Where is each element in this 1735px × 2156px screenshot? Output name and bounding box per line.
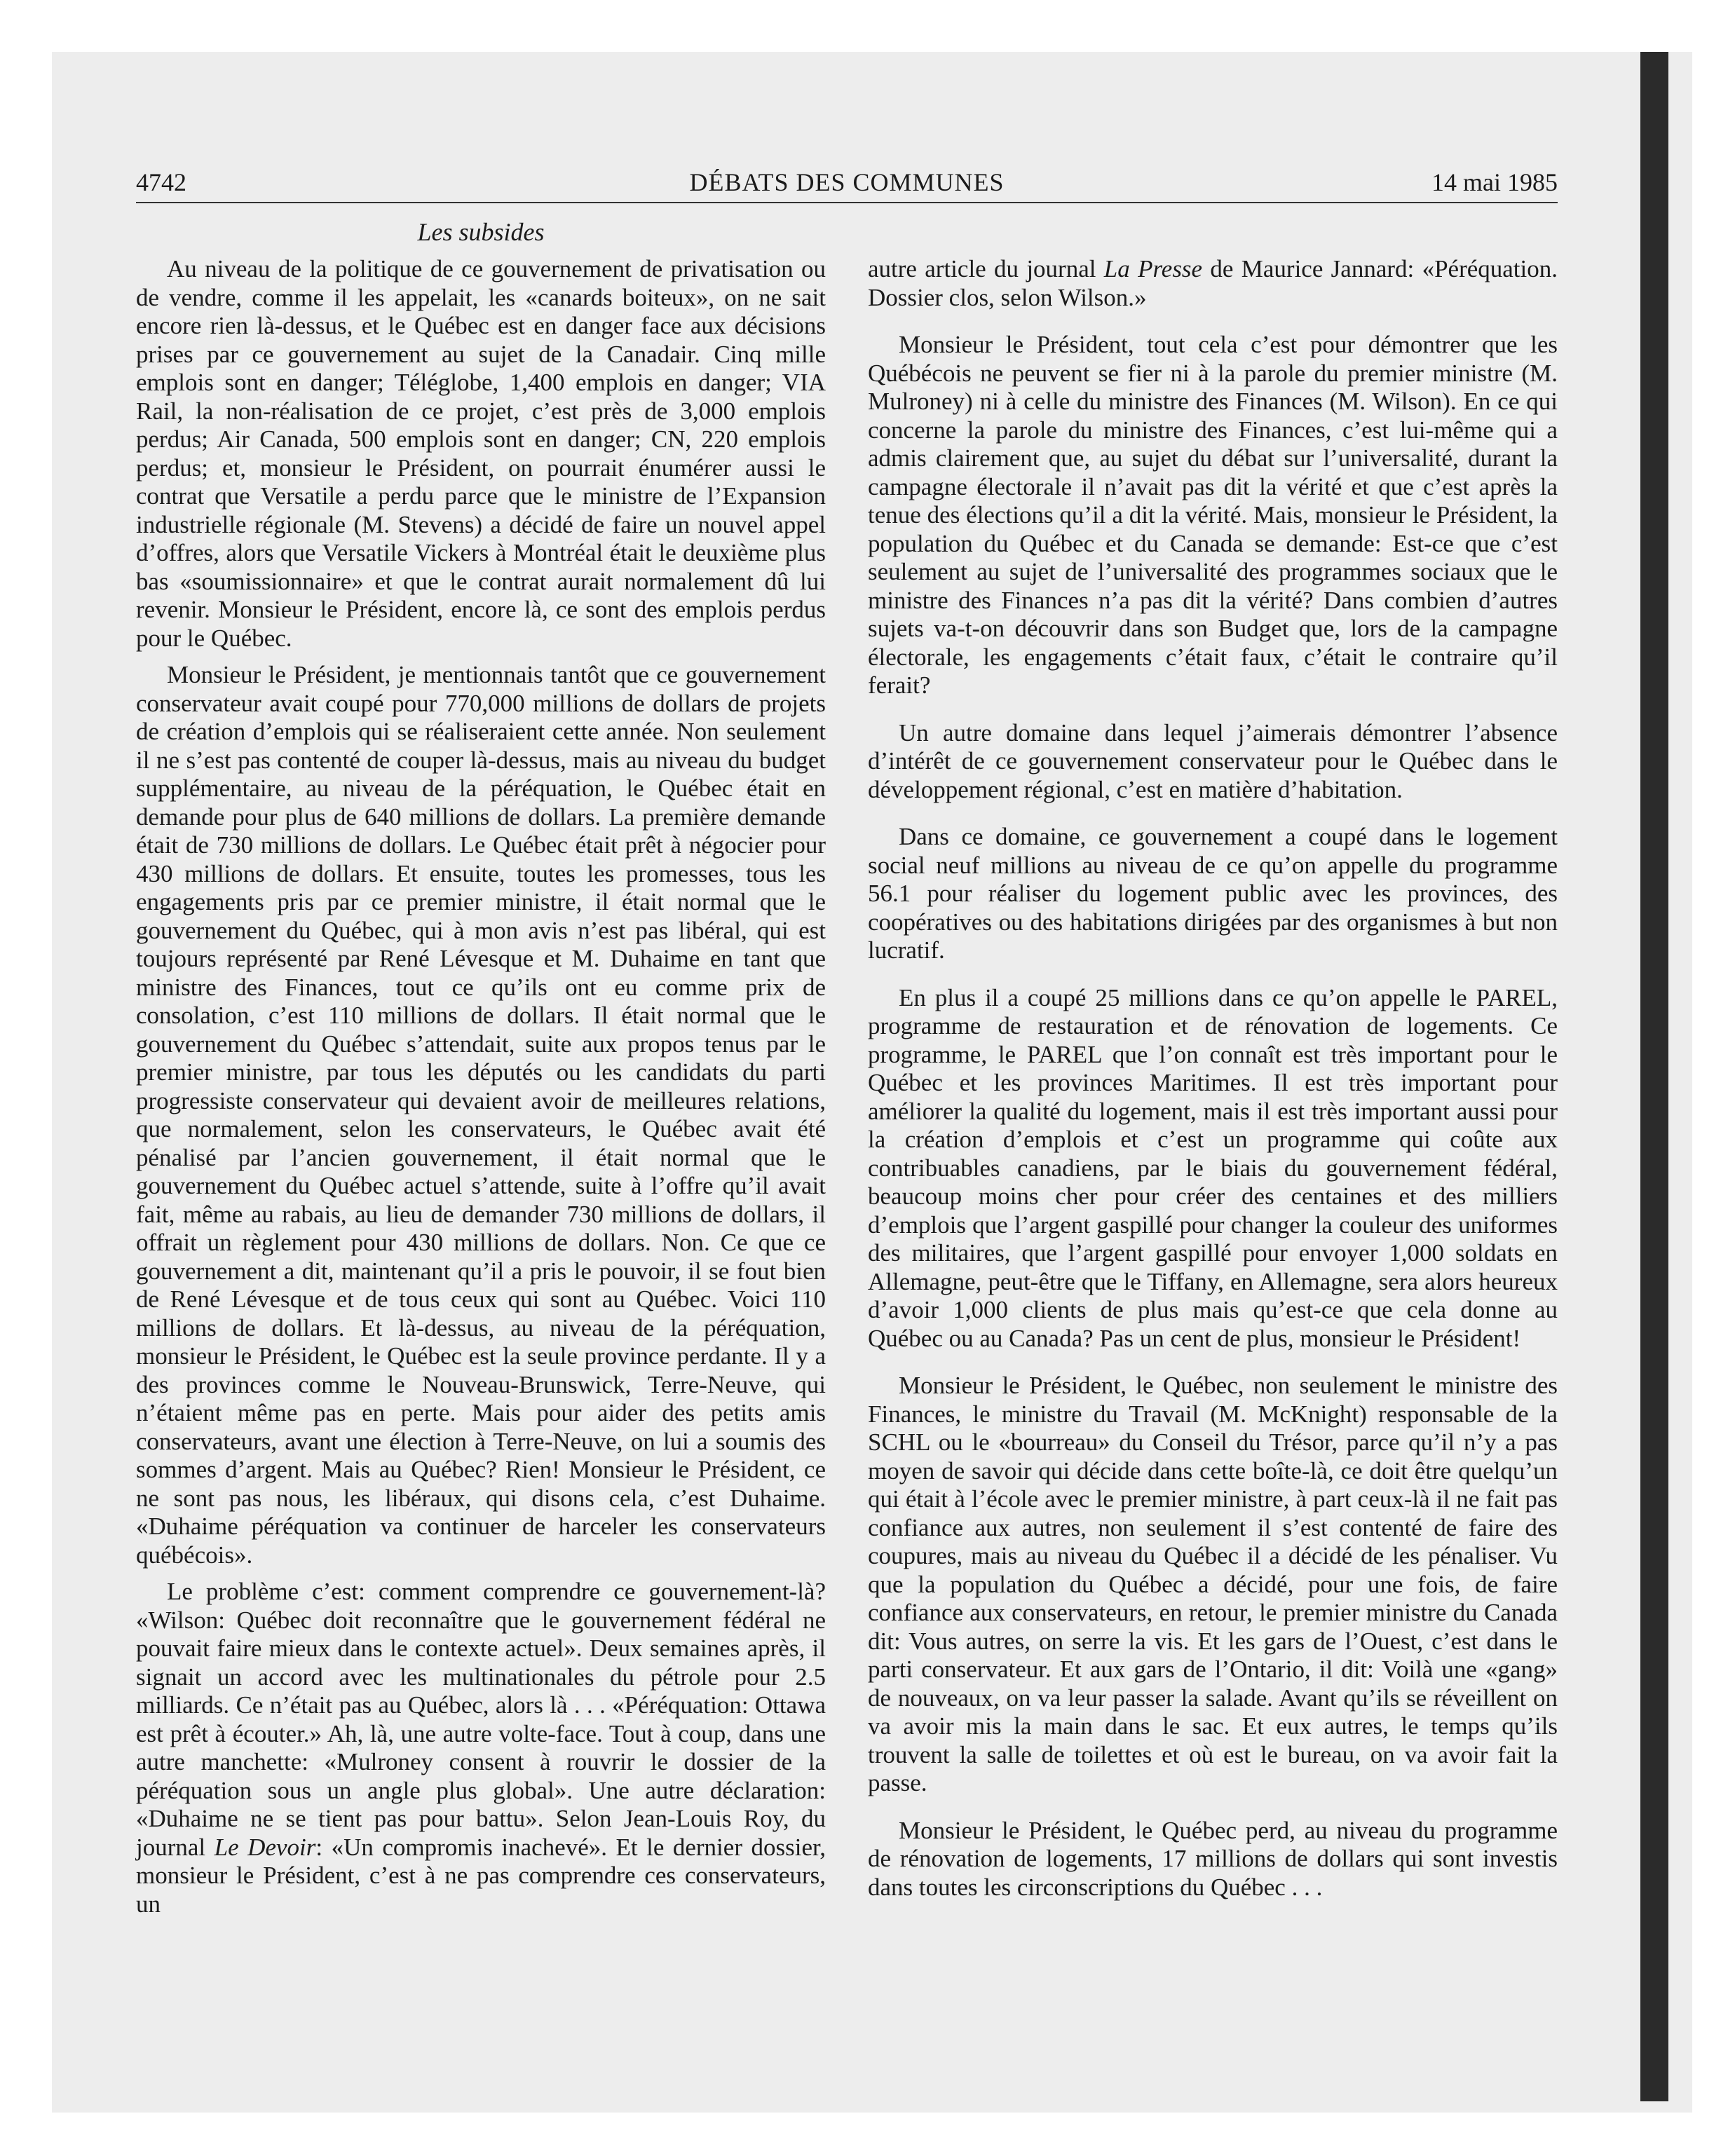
paragraph: Dans ce domaine, ce gouvernement a coupé dans le logement social neuf millions au niveau de ce qu’on appelle du programme 56.1 pour réaliser du logement public avec les provinces, des coopératives ou des habitations dirigées par des organismes à but non lucratif. [868,823,1558,964]
header-rule [136,202,1558,203]
page-number: 4742 [136,168,186,196]
page-header [136,165,1558,199]
paragraph: Le problème c’est: comment comprendre ce gouvernement-là? «Wilson: Québec doit reconnaître que le gouvernement fédéral ne pouvait faire mieux dans le contexte actuel». Deux semaines après, il signait un accord avec les multinationales du pétrole pour 2.5 milliards. Ce n’était pas au Québec, alors là . . . «Péréquation: Ottawa est prêt à écouter.» Ah, là, une autre volte-face. Tout à coup, dans une autre manchette: «Mulroney consent à rouvrir le dossier de la péréquation sous un angle plus global». Une autre déclaration: «Duhaime ne se tient pas pour battu». Selon Jean-Louis Roy, du journal Le Devoir: «Un compromis inachevé». Et le dernier dossier, monsieur le Président, c’est à ne pas comprendre ces conservateurs, un [136,1578,826,1918]
newspaper-title: Le Devoir [214,1833,316,1861]
left-column [136,255,826,1927]
publication-title: DÉBATS DES COMMUNES [689,168,1005,196]
paragraph: Monsieur le Président, tout cela c’est pour démontrer que les Québécois ne peuvent se fier ni à la parole du premier ministre (M. Mulroney) ni à celle du ministre des Finances (M. Wilson). En ce qui concerne la parole du ministre des Finances, c’est lui-même qui a admis clairement que, au sujet du débat sur l’universalité, durant la campagne électorale il n’avait pas dit la vérité et que c’est après la tenue des élections qu’il a dit la vérité. Mais, monsieur le Président, la population du Québec et du Canada se demande: Est-ce que c’est seulement au sujet de l’universalité des programmes sociaux que le ministre des Finances n’a pas dit la vérité? Dans combien d’autres sujets va-t-on découvrir dans son Budget que, lors de la campagne électorale, les engagements c’était faux, c’était le contraire qu’il ferait? [868,331,1558,699]
paragraph: Au niveau de la politique de ce gouvernement de privatisation ou de vendre, comme il les appelait, les «canards boiteux», on ne sait encore rien là-dessus, et le Québec est en danger face aux décisions prises par ce gouvernement au sujet de la Canadair. Cinq mille emplois sont en danger; Téléglobe, 1,400 emplois en danger; VIA Rail, la non-réalisation de ce projet, c’est près de 3,000 emplois perdus; Air Canada, 500 emplois sont en danger; CN, 220 emplois perdus; et, monsieur le Président, on pourrait énumérer aussi le contrat que Versatile a perdu parce que le ministre de l’Expansion industrielle régionale (M. Stevens) a décidé de faire un nouvel appel d’offres, alors que Versatile Vickers à Montréal était le deuxième plus bas «soumissionnaire» et que le contrat aurait normalement dû lui revenir. Monsieur le Président, encore là, ce sont des emplois perdus pour le Québec. [136,255,826,652]
right-column [868,255,1558,1920]
paragraph: Monsieur le Président, je mentionnais tantôt que ce gouvernement conservateur avait coupé pour 770,000 millions de dollars de projets de création d’emplois qui se réaliseraient cette année. Non seulement il ne s’est pas contenté de couper là-dessus, mais au niveau du budget supplémentaire, au niveau de la péréquation, le Québec était en demande pour plus de 640 millions de dollars. La première demande était de 730 millions de dollars. Le Québec était prêt à négocier pour 430 millions de dollars. Et ensuite, toutes les promesses, tous les engagements pris par ce premier ministre, il était normal que le gouvernement du Québec, qui à mon avis n’est pas libéral, qui est toujours représenté par René Lévesque et M. Duhaime en tant que ministre des Finances, tout ce qu’ils ont eu comme prix de consolation, c’est 110 millions de dollars. Il était normal que le gouvernement du Québec s’attendait, suite aux propos tenus par le premier ministre, par tous les députés ou les candidats du parti progressiste conservateur qui devaient avoir de meilleures relations, que normalement, selon les conservateurs, le Québec avait été pénalisé par l’ancien gouvernement, il était normal que le gouvernement du Québec actuel s’attende, suite à l’offre qu’il avait fait, même au rabais, au lieu de demander 730 millions de dollars, il offrait un règlement pour 430 millions de dollars. Non. Ce que ce gouvernement a dit, maintenant qu’il a pris le pouvoir, il se fout bien de René Lévesque et de tous ceux qui sont au Québec. Voici 110 millions de dollars. Et là-dessus, au niveau de la péréquation, monsieur le Président, le Québec est la seule province perdante. Il y a des provinces comme le Nouveau-Brunswick, Terre-Neuve, qui n’étaient même pas en perte. Mais pour aider des petits amis conservateurs, avant une élection à Terre-Neuve, on lui a soumis des sommes d’argent. Mais au Québec? Rien! Monsieur le Président, ce ne sont pas nous, les libéraux, qui disons cela, c’est Duhaime. «Duhaime péréquation va continuer de harceler les conservateurs québécois». [136,661,826,1569]
paragraph: Un autre domaine dans lequel j’aimerais démontrer l’absence d’intérêt de ce gouvernement conservateur pour le Québec dans le développement régional, c’est en matière d’habitation. [868,718,1558,803]
paragraph: Monsieur le Président, le Québec perd, au niveau du programme de rénovation de logements, 17 millions de dollars qui sont investis dans toutes les circonscriptions du Québec . . . [868,1816,1558,1901]
paragraph: autre article du journal La Presse de Maurice Jannard: «Péréquation. Dossier clos, selon Wilson.» [868,255,1558,311]
scan-edge [1640,52,1668,2101]
paragraph: Monsieur le Président, le Québec, non seulement le ministre des Finances, le ministre du Travail (M. McKnight) responsable de la SCHL ou le «bourreau» du Conseil du Trésor, parce qu’il n’y a pas moyen de savoir qui décide dans cette boîte-là, ce doit être quelqu’un qui était à l’école avec le premier ministre, à part ceux-là il ne fait pas confiance aux autres, non seulement il s’est contenté de faire des coupures, mais au niveau du Québec il a décidé de les pénaliser. Vu que la population du Québec a décidé, pour une fois, de faire confiance aux conservateurs, en retour, le premier ministre du Canada dit: Vous autres, on serre la vis. Et les gars de l’Ouest, c’est dans le parti conservateur. Et aux gars de l’Ontario, il dit: Voilà une «gang» de nouveaux, on va leur passer la salade. Avant qu’ils se réveillent on va avoir mis la main dans le sac. Et eux autres, le temps qu’ils trouvent la salle de toilettes et où est le bureau, on va avoir fait la passe. [868,1372,1558,1796]
section-title: Les subsides [417,218,545,246]
page-date: 14 mai 1985 [1431,168,1558,196]
paragraph: En plus il a coupé 25 millions dans ce qu’on appelle le PAREL, programme de restauration et de rénovation de logements. Ce programme, le PAREL que l’on connaît est très important pour le Québec et les provinces Maritimes. Il est très important pour améliorer la qualité du logement, mais il est très important aussi pour la création d’emplois et c’est un programme qui coûte aux contribuables canadiens, par le biais du gouvernement fédéral, beaucoup moins cher pour créer des centaines et des milliers d’emplois que l’argent gaspillé pour changer la couleur des uniformes des militaires, que l’argent gaspillé pour envoyer 1,000 soldats en Allemagne, peut-être que le Tiffany, en Allemagne, sera alors heureux d’avoir 1,000 clients de plus mais qu’est-ce que cela donne au Québec ou au Canada? Pas un cent de plus, monsieur le Président! [868,983,1558,1352]
newspaper-title: La Presse [1103,255,1203,282]
